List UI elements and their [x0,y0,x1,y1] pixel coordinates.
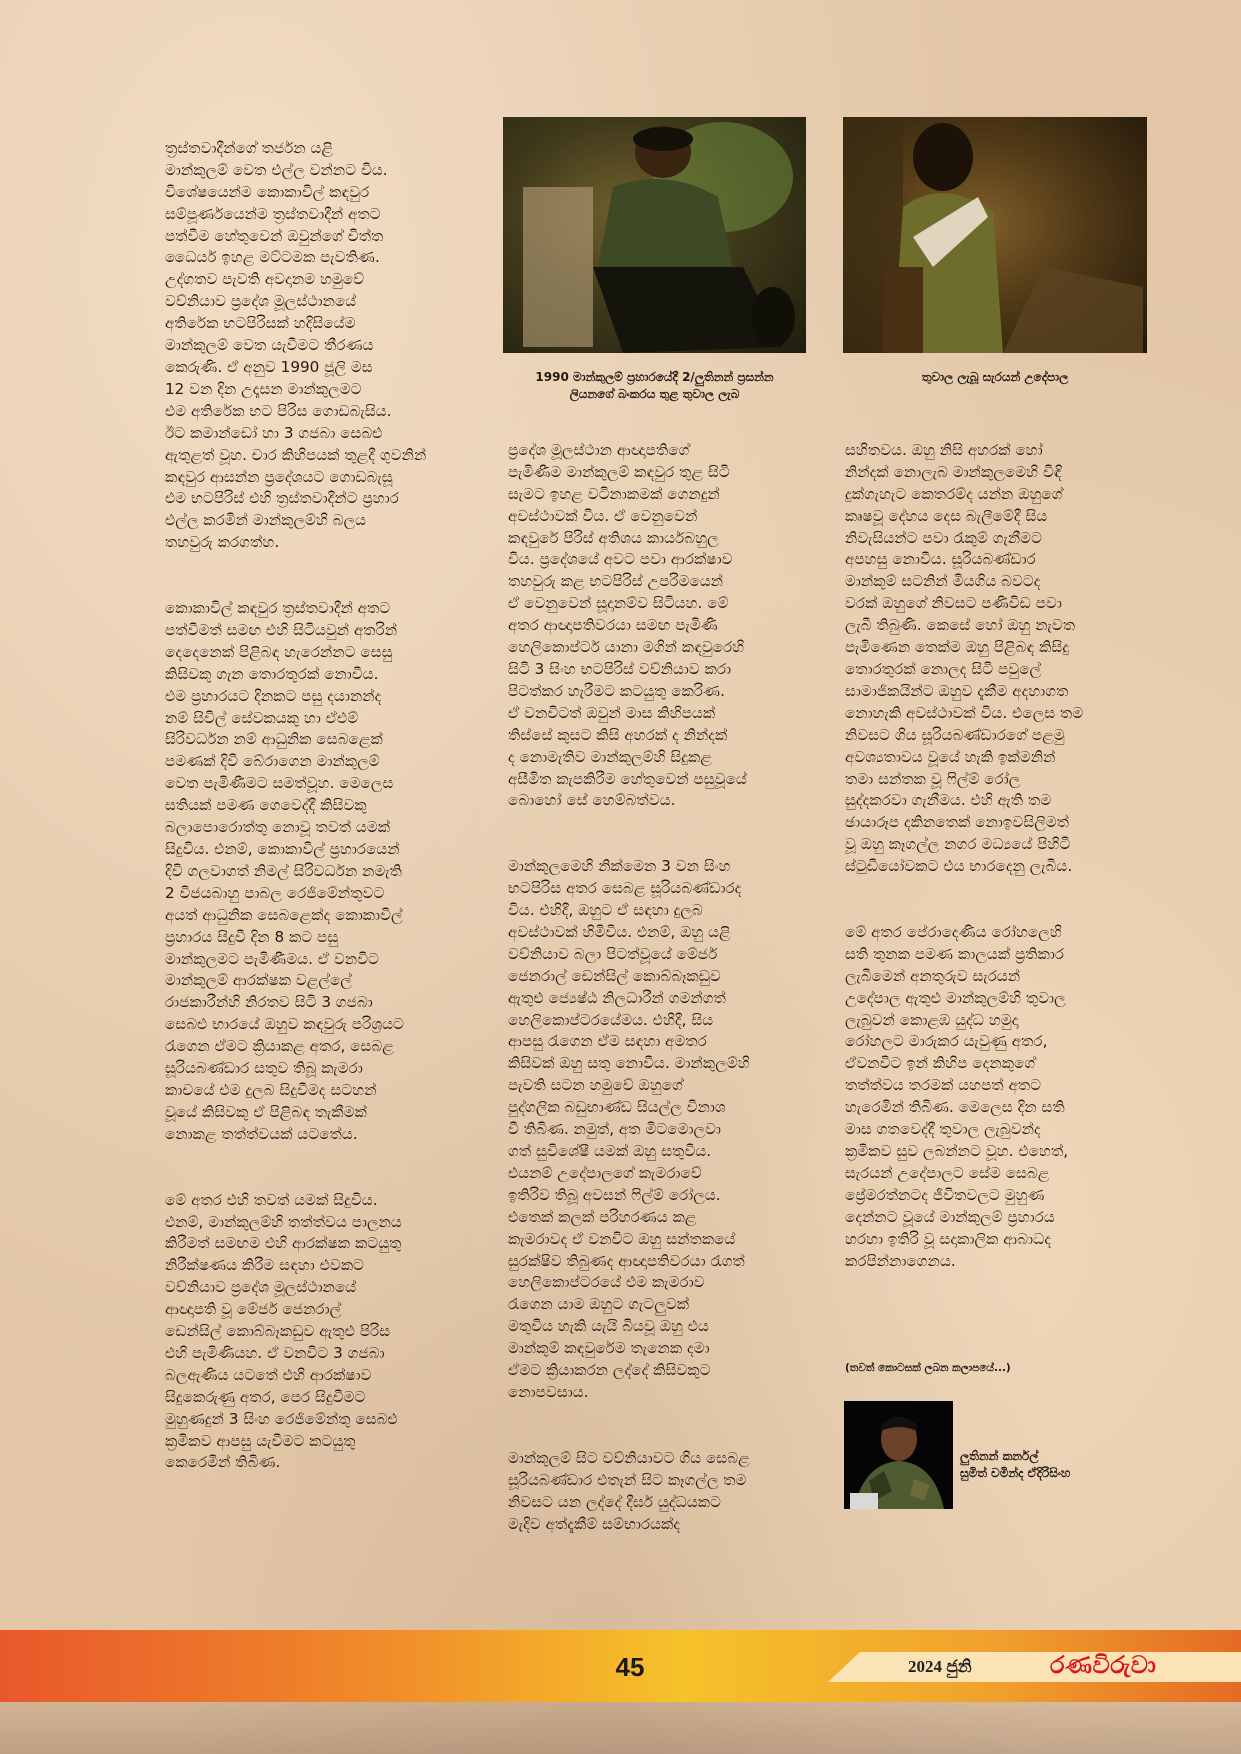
photo-caption: 1990 මාන්කුලම් ප්‍රහාරයේදී 2/ලුතිනන් ප්‍රසන්න ලියනගේ බංකරය තුළ තුවාල ලැබ [535,370,774,401]
photo-injured-officer-in-bunker [503,117,806,353]
article-paragraph: මාන්කුලමෙහි නික්මෙන 3 වන සිංහ භටපිරිස අතර සෙබළ සූරියබණ්ඩාරද විය. එහිදී, ඔහුට ඒ සඳහා දුලබ අවස්ථාවක් හිමිවිය. එනම්, ඔහු යළි වව්නියාව බලා පිටත්වූයේ මේජර් ජෙනරාල් ඩෙන්සිල් කොබ්බෑකඩුව ඇතුළු ජ්‍යෙෂ්ඨ නිලධාරීන් ගමන්ගත් හෙලිකොප්ටරයේමය. එහිදී, සිය ආපසු රැගෙන ඒම සඳහා අමතර කිසිවක් ඔහු සතු නොවීය. මාන්කුලම්හි පැවති සටන හමුවේ ඔහුගේ පුද්ගලික බඩුභාණ්ඩ සියල්ල විනාශ වී තිබිණ. නමුත්, අත මිටමොලවා ගත් සුවිශේෂී යමක් ඔහු සතුවිය. එයනම් උදේපාලගේ කැමරාවේ ඉතිරිව තිබූ අවසන් ෆිල්ම් රෝලය. එතෙක් කලක් පරිහරණය කළ කැමරාවද ඒ වනවිට ඔහු සන්තකයේ සුරක්ෂිව තිබුණද ආඥාපතිවරයා රැගත් හෙලිකොප්ටරයේ එම කැමරාව රැගෙන යාම ඔහුට ගැටලුවක් මතුවිය හැකි යැයි බියවූ ඔහු එය මාන්කුම් කඳවුරේම තැනෙක දමා ඒමට ක්‍රියාකරන ලද්දේ කිසිවකුට නොපවසාය. [508,857,750,1401]
magazine-logo: රණවිරුවා [1050,1651,1157,1679]
author-name: ලුතිනන් කර්නල් සුමිත් චමින්ද ඒදිරිසිංහ [960,1449,1071,1480]
article-paragraph: ත්‍රස්තවාදීන්ගේ තර්ජන යළි මාන්කුලම් වෙත එල්ල වන්නට විය. විශේෂයෙන්ම කොකාවිල් කඳවුර සම්පූර්ණයෙන්ම ත්‍රස්තවාදීන් අතට පත්වීම හේතුවෙන් ඔවුන්ගේ චිත්ත ධෛර්ය ඉහළ මට්ටමක පැවතිණ. උද්ගතව පැවති අවදානම හමුවේ වව්නියාව ප්‍රදේශ මූලස්ථානයේ අතිරේක භටපිරිසක් හදිසියේම මාන්කුලම් වෙත යැවීමට තීරණය කෙරුණි. ඒ අනුව 1990 ජූලි මස 12 වන දින උදෑසන මාන්කුලමට එම අතිරේක භට පිරිස ගොඩබැසිය. ඊට කමාන්ඩෝ හා 3 ගජබා සෙබළු ඇතුළත් වූහ. චාර කිහිපයක් තුළදී ගුවනින් කඳවුර ආසන්න ප්‍රදේශයට ගොඩබැසූ එම භටපිරිස් එහි ත්‍රස්තවාදීන්ට ප්‍රහාර එල්ල කරමින් මාන්කුලම්හි බලය තහවුරු කරගත්හ. [165,138,427,552]
footer-wedge [828,1652,1241,1682]
photo-illustration [843,117,1147,353]
photo-illustration [503,117,806,353]
author-portrait [844,1401,953,1509]
issue-date: 2024 ජුනි [908,1657,972,1676]
article-paragraph: මාන්කුලම් සිට වව්නියාවට ගිය සෙබළ සූරියබණ්ඩාර එතැන් සිට කෑගල්ල තම නිවසට යන ලද්දේ දීර්ඝ යුද්ධයකට මැදිව අත්දැකීම් සම්භාරයක්ද [508,1448,750,1533]
bottom-strip [0,1702,1241,1754]
photo-injured-sergeant [843,117,1147,353]
photo-caption: තුවාල ලැබූ සැරයන් උදේපාල [921,370,1069,384]
article-column-3 [845,418,1155,1294]
article-column-2 [508,418,813,1557]
article-paragraph: මේ අතර පේරාදෙණිය රෝහලෙහි සති තුනක පමණ කාලයක් ප්‍රතිකාර ලැබීමෙන් අනතුරුව සැරයන් උදේපාල ඇතුළු මාන්කුලම්හි තුවාල ලැබුවන් කොළඹ යුද්ධ හමුදා රෝහලට මාරුකර යැවුණු අතර, ඒවනවිට ඉන් කිහිප දෙනකුගේ තත්ත්වය තරමක් යහපත් අතට හැරෙමින් තිබිණ. මෙලෙස දින සති මාස ගතවෙද්දී තුවාල ලැබුවන්ද ක්‍රමිකව සුව ලබන්නට වූහ. එහෙත්, සැරයන් උදේපාලට සේම සෙබළ ප්‍රේමරත්නටද ජීවිතවලට මුහුණ දෙන්නට වූයේ මාන්කුලම් ප්‍රහාරය හරහා ඉතිරි වූ සදාකාලික ආබාධද කරපින්නාගෙනය. [845,922,1069,1270]
author-photo [844,1401,953,1509]
page-number: 45 [615,1652,645,1682]
article-paragraph: මේ අතර එහි තවත් යමක් සිදුවිය. එනම්, මාන්කුලම්හි තත්ත්වය පාලනය කිරීමත් සමඟම එහි ආරක්ෂක කටයුතු නිරීක්ෂණය කිරීම සඳහා එවකට වව්නියාව ප්‍රදේශ මූලස්ථානයේ ආඥාපති වූ මේජර් ජෙනරාල් ඩෙන්සිල් කොබ්බෑකඩුව ඇතුළු පිරිස එහි පැමිණියහ. ඒ වනවිට 3 ගජබා බලඇණිය යටතේ එහි ආරක්ෂාව සිදුකෙරුණු අතර, පෙර සිදුවීමට මුහුණදුන් 3 සිංහ රෙජිමේන්තු සෙබළු ක්‍රමිකව ආපසු යැවීමට කටයුතු කෙරෙමින් තිබිණ. [165,1190,402,1472]
article-paragraph: කොකාවිල් කඳවුර ත්‍රස්තවාදීන් අතට පත්වීමත් සමඟ එහි සිටියවුන් අතරින් දෙදෙනෙක් පිළිබඳ හැරෙන්නට සෙසු කිසිවකු ගැන තොරතුරක් නොවීය. එම ප්‍රහාරයට දිනකට පසු දයානන්ද නම් සිවිල් සේවකයකු හා ඒඑම් සිරිවර්ධන නම් ආධුනික සෙබළෙක් පමණක් දිවි බේරාගෙන මාන්කුලම් වෙත පැමිණීමට සමත්වූහ. මෙලෙස සතියක් පමණ ගෙවෙද්දී කිසිවකු බලාපොරොත්තු නොවූ තවත් යමක් සිදුවිය. එනම්, කොකාවිල් ප්‍රහාරයෙන් දිවි ගලවාගත් නිමල් සිරිවර්ධන නමැති 2 විජයබාහු පාබල රෙජිමේන්තුවට අයත් ආධුනික සෙබළෙක්ද කොකාවිල් ප්‍රහාරය සිදුවී දින 8 කට පසු මාන්කුලමට පැමිණීමය. ඒ වනවිට මාන්කුලම් ආරක්ෂක වළල්ලේ රාජකාරීන්හි නිරතව සිටි 3 ගජබා සෙබළු භාරයේ ඔහුව කඳවුරු පරිශ්‍රයට රැගෙන ඒමට ක්‍රියාකළ අතර, සෙබළ සූරියබණ්ඩාර සතුව තිබූ කැමරා කාචයේ එම දුලබ සිදුවීමද සටහන් වූයේ කිසිවකු ඒ පිළිබඳ තැකීමක් නොකළ තත්ත්වයක් යටතේය. [165,599,405,1143]
article-column-1 [165,116,475,1496]
article-paragraph: ප්‍රදේශ මූලස්ථාන ආඥාපතිගේ පැමිණීම මාන්කුලම් කඳවුර තුළ සිටි සැමට ඉහළ වටිනාකමක් ගෙනදුන් අවස්ථාවක් විය. ඒ වෙනුවෙන් කඳවුරේ පිරිස් අතිශය කාර්යබහුල විය. ප්‍රදේශයේ අවට පවා ආරක්ෂාව තහවුරු කළ භටපිරිස් උපරිමයෙන් ඒ වෙනුවෙන් සූදානම්ව සිටියහ. මේ අතර ආඥාපතිවරයා සමඟ පැමිණි හෙලිකොප්ටර් යානා මගින් කඳවුරෙහි සිටි 3 සිංහ භටපිරිස් වව්නියාව කරා පිටත්කර හැරීමට කටයුතු කෙරිණ. ඒ වනවිටත් ඔවුන් මාස කිහිපයක් තිස්සේ කුසට කිසි අහරක් ද නින්දක් ද නොමැතිව මාන්කුලම්හි සිදුකළ අසීමිත කැපකිරීම හේතුවෙන් පසුවූයේ බොහෝ සේ හෙම්බත්වය. [508,440,747,810]
article-paragraph: සහිතවය. ඔහු නිසි අහරක් හෝ නින්දක් නොලැබ මාන්කුලමෙහි විඳි දුක්ගැහැට කෙතරම්ද යන්න ඔහුගේ කෘෂවූ දේහය දෙස බැලීමේදී සිය නිවැසියන්ට පවා රැකුම් ගැනීමට අපහසු නොවීය. සූරියබණ්ඩාර මාන්කුම් සටනින් මියගිය බවටද වරක් ඔහුගේ නිවසට පණිවිඩ පවා ලැබී තිබුණි. කෙසේ හෝ ඔහු නැවත පැමිණෙන තෙක්ම ඔහු පිළිබඳ කිසිදු තොරතුරක් නොලද සිටි පවුලේ සාමාජිකයින්ට ඔහුව දැකීම අදහාගත නොහැකි අවස්ථාවක් විය. එලෙස තම නිවසට ගිය සූරියබණ්ඩාරගේ පළමු අවශ්‍යතාවය වූයේ හැකි ඉක්මනින් තමා සන්තක වූ ෆිල්ම් රෝල සුද්දකරවා ගැනීමය. එහි ඇති තම ඡායාරූප දකිනතෙක් නොඉවසිලිමත් වූ ඔහු කෑගල්ල නගර මධ්‍යයේ පිහිටි ස්ටුඩියෝවකට එය භාරදෙනු ලැබීය. [845,440,1084,876]
continued-note: (තවත් කොටසක් ලබන කලාපයේ...) [845,1362,1011,1374]
